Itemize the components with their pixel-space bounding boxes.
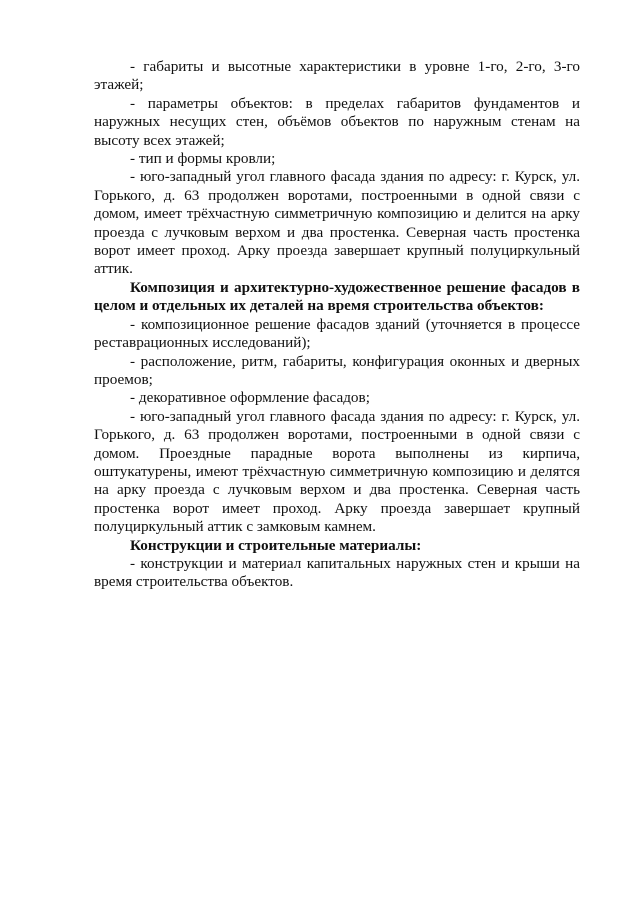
paragraph-facade-composition: - композиционное решение фасадов зданий (уточняется в процессе реставрационных исследований); [94, 315, 580, 352]
paragraph-object-parameters: - параметры объектов: в пределах габаритов фундаментов и наружных несущих стен, объёмов объектов по наружным стенам на высоту всех этажей; [94, 94, 580, 149]
paragraph-openings: - расположение, ритм, габариты, конфигурация оконных и дверных проемов; [94, 352, 580, 388]
section-heading-composition: Композиция и архитектурно-художественное решение фасадов в целом и отдельных их деталей на время строительства объектов: [94, 278, 580, 315]
paragraph-roof-type: - тип и формы кровли; [130, 150, 276, 168]
paragraph-gate-description: - юго-западный угол главного фасада здания по адресу: г. Курск, ул. Горького, д. 63 продолжен воротами, построенными в одной связи с домом, имеет трёхчастную симметричную композицию и делится на арку проезда с лучковым верхом и два простенка. Северная часть простенка ворот имеет проход. Арку проезда завершает крупный полуциркульный аттик. [94, 168, 580, 278]
section-heading-structures: Конструкции и строительные материалы: [130, 536, 422, 554]
document-body [94, 58, 580, 592]
paragraph-decoration: - декоративное оформление фасадов; [130, 389, 370, 407]
paragraph-walls-roof: - конструкции и материал капитальных наружных стен и крыши на время строительства объектов. [94, 554, 580, 591]
paragraph-gate-detailed: - юго-западный угол главного фасада здания по адресу: г. Курск, ул. Горького, д. 63 продолжен воротами, построенными в одной связи с домом. Проездные парадные ворота выполнены из кирпича, оштукатурены, имеют трёхчастную симметричную композицию и делятся на арку проезда с лучковым верхом и два простенка. Северная часть простенка ворот имеет проход. Арку проезда завершает крупный полуциркульный аттик с замковым камнем. [94, 407, 580, 536]
paragraph-dimensions: - габариты и высотные характеристики в уровне 1-го, 2-го, 3-го этажей; [94, 58, 580, 94]
